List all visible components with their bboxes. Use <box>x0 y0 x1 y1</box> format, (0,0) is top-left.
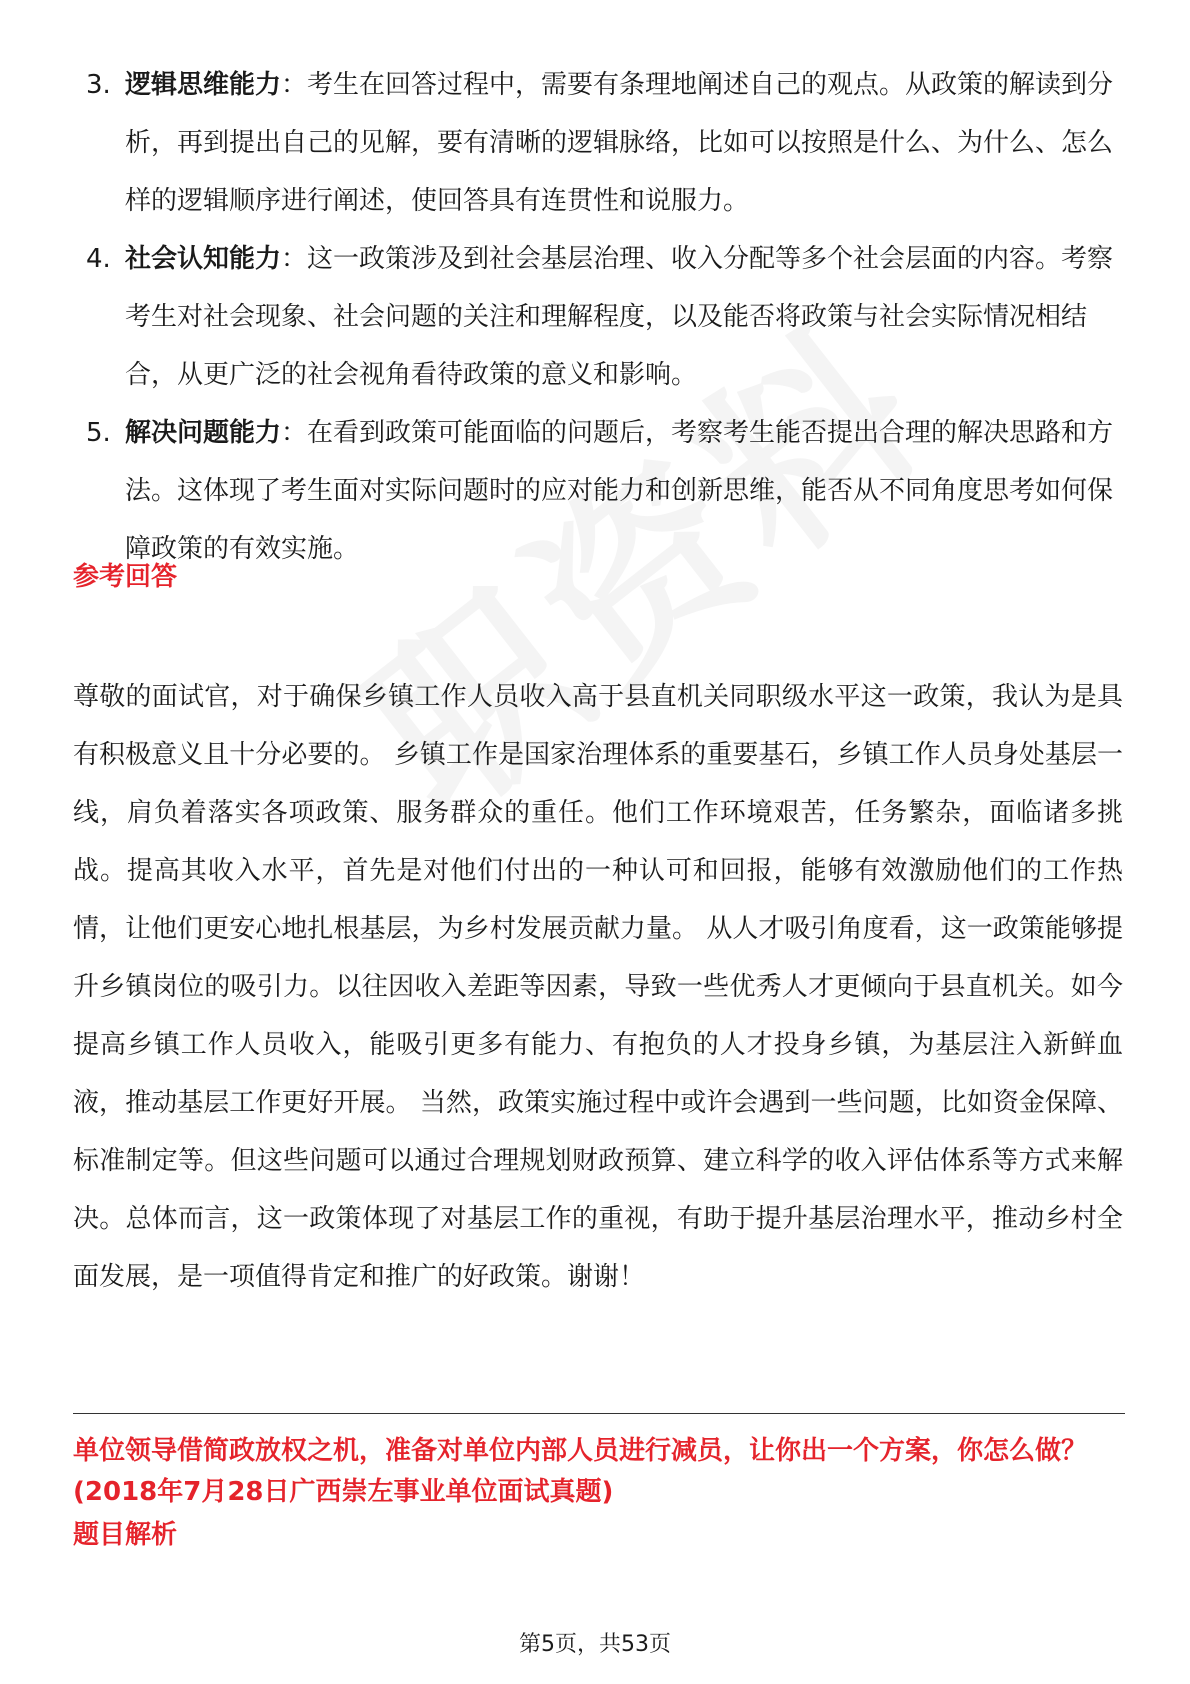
reference-answer-heading: 参考回答 <box>73 562 178 592</box>
ability-title: 解决问题能力 <box>125 418 282 448</box>
ability-text: ：考生在回答过程中，需要有条理地阐述自己的观点。从政策的解读到分析，再到提出自己的见解，要有清晰的逻辑脉络，比如可以按照是什么、为什么、怎么样的逻辑顺序进行阐述，使回答具有连贯性和说服力。 <box>125 70 1114 216</box>
ability-number: 3. <box>86 70 111 100</box>
ability-title: 逻辑思维能力 <box>125 70 282 100</box>
ability-item <box>73 230 1123 404</box>
section-divider <box>73 1413 1125 1414</box>
ability-number: 4. <box>86 244 111 274</box>
ability-text: ：在看到政策可能面临的问题后，考察考生能否提出合理的解决思路和方法。这体现了考生面对实际问题时的应对能力和创新思维，能否从不同角度思考如何保障政策的有效实施。 <box>125 418 1114 564</box>
ability-list <box>73 56 1123 578</box>
question-title: 单位领导借简政放权之机，准备对单位内部人员进行减员，让你出一个方案，你怎么做？(2018年7月28日广西崇左事业单位面试真题) <box>73 1436 1088 1507</box>
ability-text: ：这一政策涉及到社会基层治理、收入分配等多个社会层面的内容。考察考生对社会现象、社会问题的关注和理解程度，以及能否将政策与社会实际情况相结合，从更广泛的社会视角看待政策的意义和影响。 <box>125 244 1114 390</box>
ability-number: 5. <box>86 418 111 448</box>
analysis-heading: 题目解析 <box>73 1520 178 1550</box>
ability-item <box>73 404 1123 578</box>
reference-answer-body: 尊敬的面试官，对于确保乡镇工作人员收入高于县直机关同职级水平这一政策，我认为是具有积极意义且十分必要的。 乡镇工作是国家治理体系的重要基石，乡镇工作人员身处基层一线，肩负着落实各项政策、服务群众的重任。他们工作环境艰苦，任务繁杂，面临诸多挑战。提高其收入水平，首先是对他们付出的一种认可和回报，能够有效激励他们的工作热情，让他们更安心地扎根基层，为乡村发展贡献力量。 从人才吸引角度看，这一政策能够提升乡镇岗位的吸引力。以往因收入差距等因素，导致一些优秀人才更倾向于县直机关。如今提高乡镇工作人员收入，能吸引更多有能力、有抱负的人才投身乡镇，为基层注入新鲜血液，推动基层工作更好开展。 当然，政策实施过程中或许会遇到一些问题，比如资金保障、标准制定等。但这些问题可以通过合理规划财政预算、建立科学的收入评估体系等方式来解决。总体而言，这一政策体现了对基层工作的重视，有助于提升基层治理水平，推动乡村全面发展，是一项值得肯定和推广的好政策。谢谢！ <box>73 682 1123 1292</box>
ability-title: 社会认知能力 <box>125 244 282 274</box>
page-footer: 第5页，共53页 <box>519 1632 671 1657</box>
ability-item <box>73 56 1123 230</box>
